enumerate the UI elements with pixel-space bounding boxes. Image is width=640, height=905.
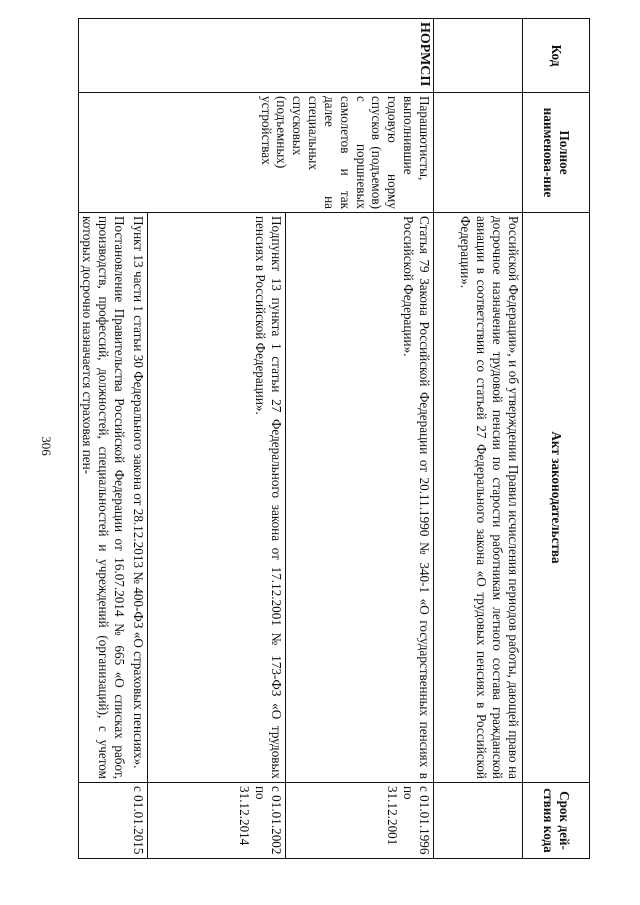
cell-code-empty [434,19,523,93]
header-act: Акт законодательства [523,213,590,783]
cell-code: НОРМСП [78,19,433,93]
table-header-row [523,19,590,859]
act-text: Российской Федерации», и об утверждении Правил исчисления периодов работы, дающей право на досрочное назначение трудовой пенсии по старости работникам летного состава гражданской авиации в соответствии со статьей 27 Федерального закона «О трудовых пенсиях в Российской Федерации». [458,216,521,779]
header-full-name: Полное наименова-ние [523,93,590,213]
cell-full-name: Парашютисты, выполнившие годовую норму спусков (подъемов) с поршневых самолетов и так далее на специальных спусковых (подъемных) устройствах [78,93,433,213]
cell-act [78,213,147,783]
legislation-table [78,18,590,859]
act-text-paragraph-2: Постановление Правительства Российской Федерации от 16.07.2014 № 665 «О списках работ, производств, профессий, должностей, специальностей и учреждений (организаций), с учетом которых досрочно назначается страховая пен- [80,216,128,779]
act-text-paragraph-1: Пункт 13 части 1 статьи 30 Федерального закона от 28.12.2013 № 400-ФЗ «О страховых пенсиях». [131,216,146,769]
cell-act-continuation [434,213,523,783]
rotated-page [50,18,590,858]
act-text: Подпункт 13 пункта 1 статьи 27 Федерального закона от 17.12.2001 № 173-ФЗ «О трудовых пенсиях в Российской Федерации». [253,216,284,779]
cell-act [148,213,286,783]
cell-term: с 01.01.2015 [78,783,147,859]
cell-act [286,213,434,783]
header-term: Срок дей-ствия кода [523,783,590,859]
table-row-continuation [434,19,523,859]
cell-name-empty [434,93,523,213]
cell-term: с 01.01.2002 по 31.12.2014 [148,783,286,859]
cell-term-empty [434,783,523,859]
cell-term: с 01.01.1996 по 31.12.2001 [286,783,434,859]
header-code: Код [523,19,590,93]
table-row [286,19,434,859]
page-number: 306 [38,436,54,456]
act-text: Статья 79 Закона Российской Федерации от 20.11.1990 № 340-1 «О государственных пенсиях в Российской Федерации». [401,216,432,779]
